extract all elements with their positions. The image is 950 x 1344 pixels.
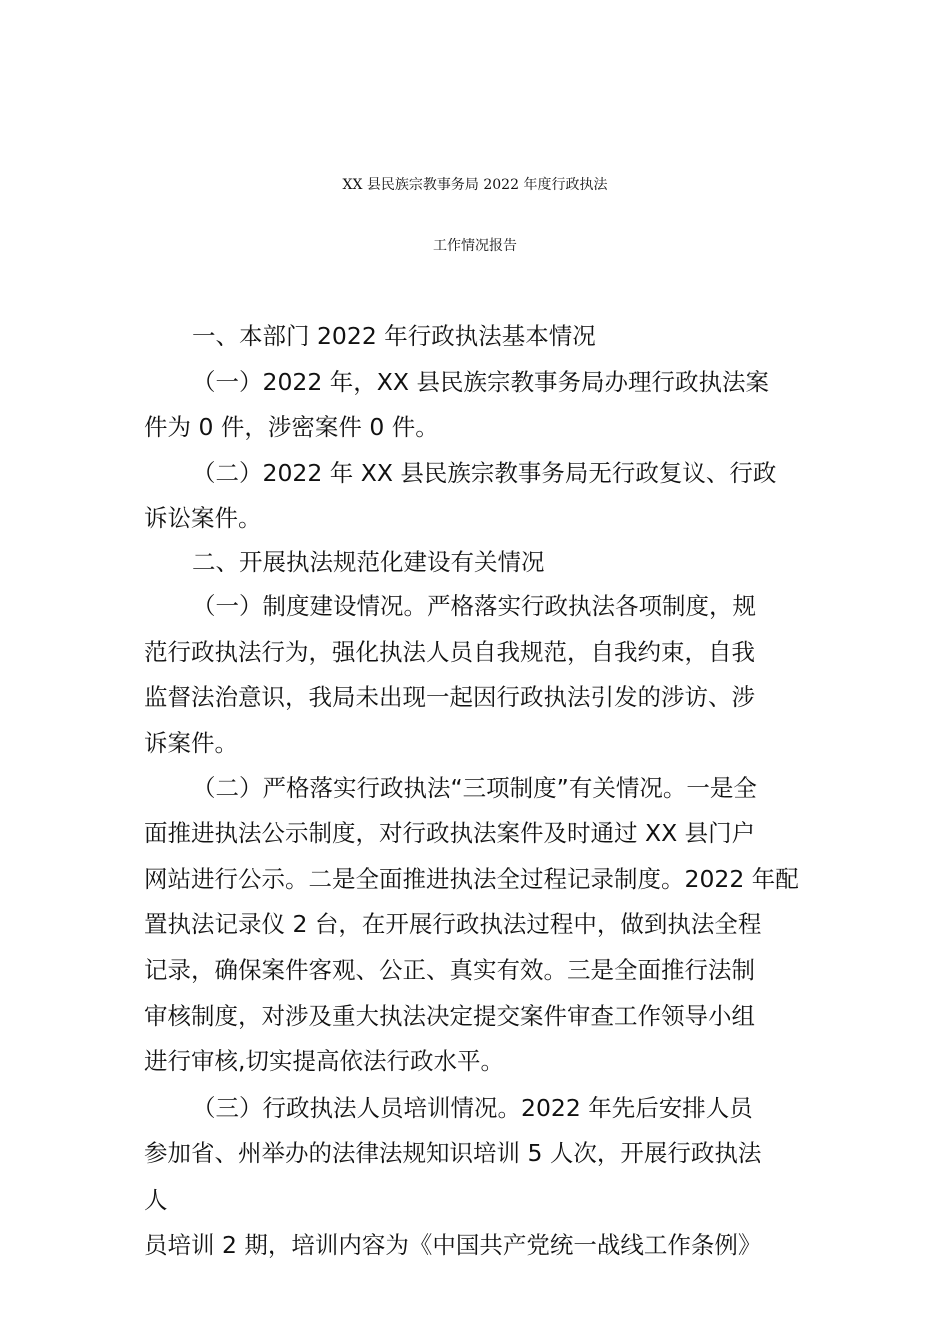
paragraph-line: 诉案件。 — [144, 729, 238, 757]
paragraph-line: 审核制度，对涉及重大执法决定提交案件审查工作领导小组 — [144, 1002, 755, 1030]
paragraph-line: 参加省、州举办的法律法规知识培训 5 人次，开展行政执法 — [144, 1139, 762, 1167]
paragraph-line: 记录，确保案件客观、公正、真实有效。三是全面推行法制 — [144, 956, 755, 984]
paragraph-line: （一）2022 年，XX 县民族宗教事务局办理行政执法案 — [192, 368, 769, 396]
paragraph-line: 进行审核,切实提高依法行政水平。 — [144, 1047, 504, 1075]
document-title-line-1: XX 县民族宗教事务局 2022 年度行政执法 — [342, 177, 608, 193]
section-heading-1: 一、本部门 2022 年行政执法基本情况 — [192, 322, 596, 350]
paragraph-line: （二）严格落实行政执法“三项制度”有关情况。一是全 — [192, 774, 757, 802]
paragraph-line: 诉讼案件。 — [144, 504, 262, 532]
paragraph-line: 网站进行公示。二是全面推进执法全过程记录制度。2022 年配 — [144, 865, 799, 893]
paragraph-line: 面推进执法公示制度，对行政执法案件及时通过 XX 县门户 — [144, 819, 756, 847]
paragraph-line: （二）2022 年 XX 县民族宗教事务局无行政复议、行政 — [192, 459, 777, 487]
document-title-line-2: 工作情况报告 — [433, 238, 517, 254]
paragraph-line: 监督法治意识，我局未出现一起因行政执法引发的涉访、涉 — [144, 683, 755, 711]
paragraph-line: 置执法记录仪 2 台，在开展行政执法过程中，做到执法全程 — [144, 910, 762, 938]
paragraph-line: 员培训 2 期，培训内容为《中国共产党统一战线工作条例》 — [144, 1231, 762, 1259]
paragraph-line: （三）行政执法人员培训情况。2022 年先后安排人员 — [192, 1094, 753, 1122]
section-heading-2: 二、开展执法规范化建设有关情况 — [192, 548, 545, 576]
paragraph-line: 件为 0 件，涉密案件 0 件。 — [144, 413, 439, 441]
paragraph-line: 范行政执法行为，强化执法人员自我规范，自我约束，自我 — [144, 638, 755, 666]
paragraph-line: 人 — [144, 1186, 168, 1214]
paragraph-line: （一）制度建设情况。严格落实行政执法各项制度，规 — [192, 592, 756, 620]
